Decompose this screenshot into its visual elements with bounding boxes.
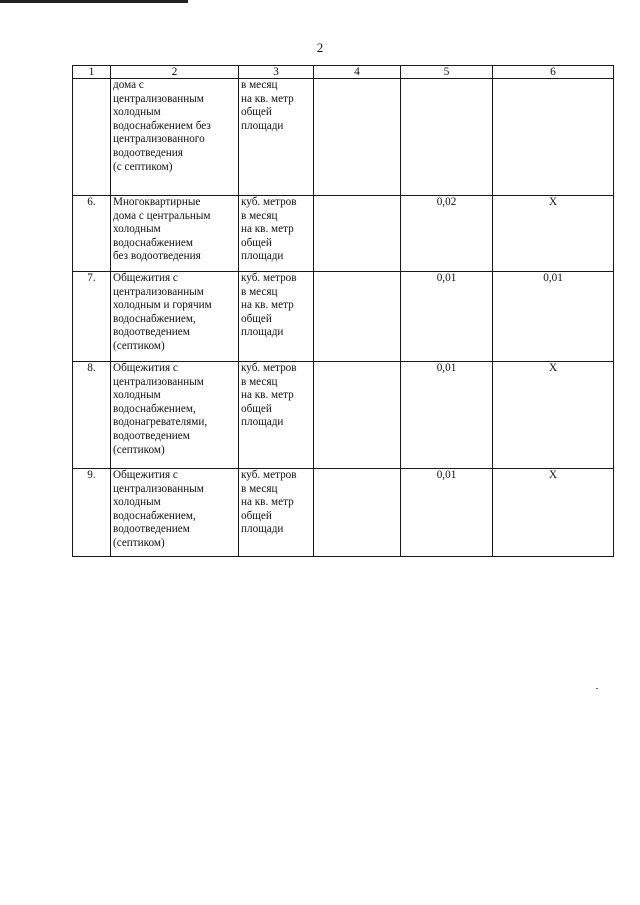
row-category: Общежития с централизованным холодным водоснабжением, водоотведением (септиком) [111,469,239,557]
table-row-9 [73,469,614,557]
row-col-6 [493,79,614,196]
row-col-5 [401,79,493,196]
row-number [73,79,111,196]
top-edge-rule [0,0,188,3]
row-col-4 [314,272,401,362]
row-unit: в месяц на кв. метр общей площади [239,79,314,196]
table-row-8 [73,362,614,469]
row-unit: куб. метров в месяц на кв. метр общей площади [239,469,314,557]
header-col-5: 5 [401,66,493,79]
row-number: 9. [73,469,111,557]
row-number: 6. [73,196,111,272]
header-col-3: 3 [239,66,314,79]
row-col-6: X [493,362,614,469]
header-col-2: 2 [111,66,239,79]
header-col-1: 1 [73,66,111,79]
row-col-4 [314,469,401,557]
row-col-4 [314,79,401,196]
row-number: 8. [73,362,111,469]
row-col-5: 0,01 [401,272,493,362]
table-header-row [73,66,614,79]
table-row-continued [73,79,614,196]
row-col-6: 0,01 [493,272,614,362]
header-col-6: 6 [493,66,614,79]
row-category: Многоквартирные дома с центральным холодным водоснабжением без водоотведения [111,196,239,272]
row-col-5: 0,01 [401,362,493,469]
header-col-4: 4 [314,66,401,79]
row-category: Общежития с централизованным холодным водоснабжением, водонагревателями, водоотведением (септиком) [111,362,239,469]
water-norms-table [72,65,614,557]
row-col-6: X [493,196,614,272]
row-category: Общежития с централизованным холодным и горячим водоснабжением, водоотведением (септиком) [111,272,239,362]
page-number: 2 [316,40,324,55]
row-unit: куб. метров в месяц на кв. метр общей площади [239,196,314,272]
row-col-4 [314,196,401,272]
row-col-6: X [493,469,614,557]
table-row-7 [73,272,614,362]
row-category: дома с централизованным холодным водоснабжением без централизованного водоотведения (с септиком) [111,79,239,196]
table-row-6 [73,196,614,272]
row-unit: куб. метров в месяц на кв. метр общей площади [239,362,314,469]
row-col-5: 0,01 [401,469,493,557]
row-col-4 [314,362,401,469]
scan-speck [596,688,598,689]
row-unit: куб. метров в месяц на кв. метр общей площади [239,272,314,362]
row-col-5: 0,02 [401,196,493,272]
row-number: 7. [73,272,111,362]
